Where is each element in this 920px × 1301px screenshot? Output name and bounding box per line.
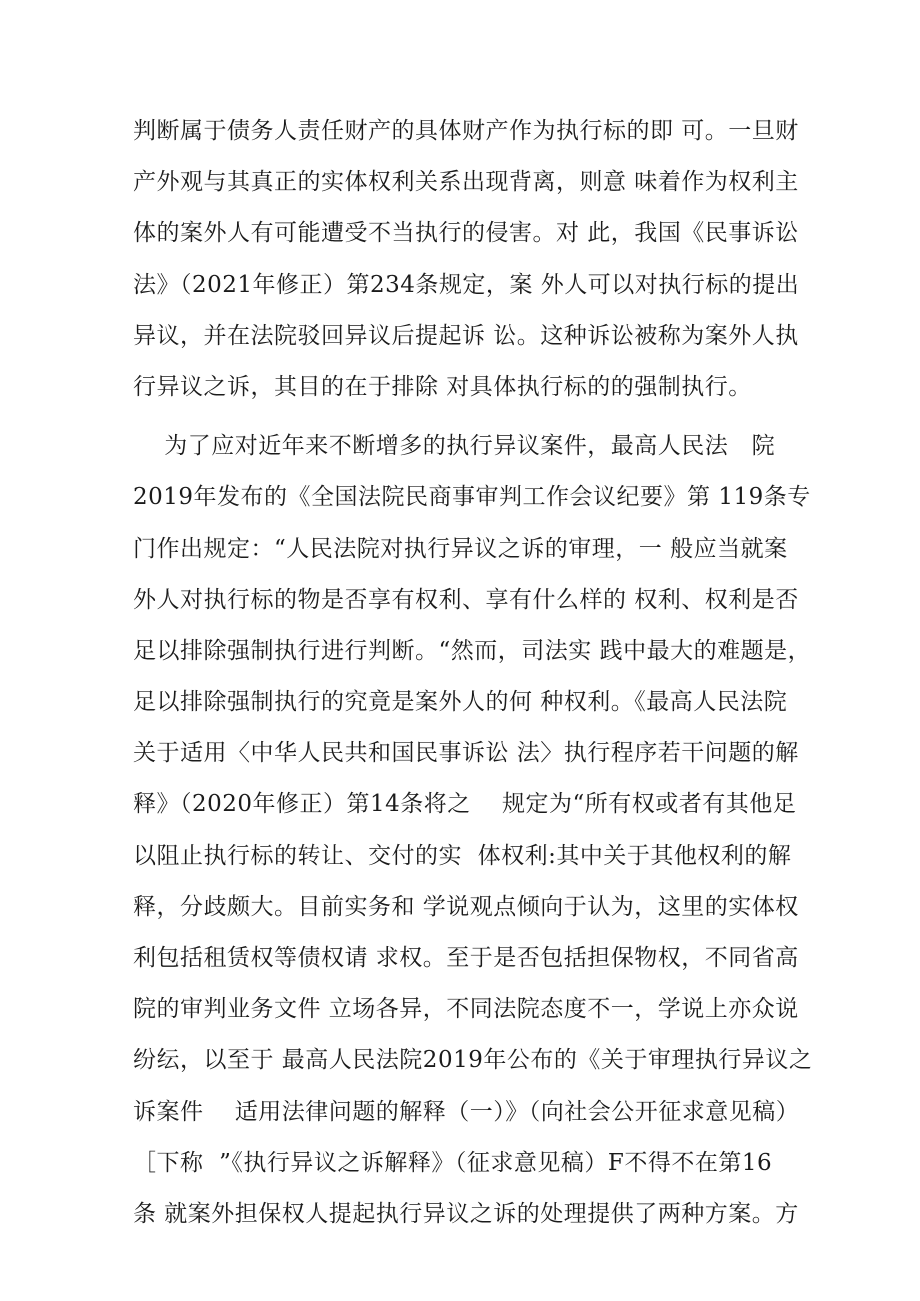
text-line: 以阻止执行标的转让、交付的实 体权利:其中关于其他权利的解 xyxy=(133,842,792,869)
text-line: 足以排除强制执行的究竟是案外人的何 种权利。《最高人民法院 xyxy=(133,689,788,716)
text-line: 行异议之诉，其目的在于排除 对具体执行标的的强制执行。 xyxy=(133,373,752,400)
text-line: 异议，并在法院驳回异议后提起诉 讼。这种诉讼被称为案外人执 xyxy=(133,322,799,349)
text-line: 门作出规定：“人民法院对执行异议之诉的审理，一 般应当就案 xyxy=(133,535,788,562)
text-line: 条 就案外担保权人提起执行异议之诉的处理提供了两种方案。方 xyxy=(133,1200,799,1227)
text-line: 院的审判业务文件 立场各异，不同法院态度不一，学说上亦众说 xyxy=(133,996,799,1023)
text-line: 体的案外人有可能遭受不当执行的侵害。对 此，我国《民事诉讼 xyxy=(133,220,799,247)
text-line: 2019年发布的《全国法院民商事审判工作会议纪要》第 119条专 xyxy=(133,484,811,511)
paragraph-1 xyxy=(133,106,800,413)
paragraph-2 xyxy=(133,421,813,1240)
text-line: 释》（2020年修正）第14条将之 规定为“所有权或者有其他足 xyxy=(133,791,797,818)
text-line: 为了应对近年来不断增多的执行异议案件，最高人民法 院 xyxy=(133,433,776,460)
text-line: 纷纭，以至于 最高人民法院2019年公布的《关于审理执行异议之 xyxy=(133,1047,813,1074)
paragraph-gap xyxy=(133,413,793,421)
text-line: 利包括租赁权等债权请 求权。至于是否包括担保物权，不同省高 xyxy=(133,945,799,971)
text-line: 足以排除强制执行进行判断。“然而，司法实 践中最大的难题是， xyxy=(133,637,812,664)
text-line: 法》（2021年修正）第234条规定，案 外人可以对执行标的提出 xyxy=(133,271,800,298)
body-text xyxy=(133,106,813,1240)
text-line: 外人对执行标的物是否享有权利、享有什么样的 权利、权利是否 xyxy=(133,586,799,613)
text-line: 释，分歧颇大。目前实务和 学说观点倾向于认为，这里的实体权 xyxy=(133,893,799,920)
text-line: 诉案件 适用法律问题的解释（一）》（向社会公开征求意见稿） xyxy=(133,1098,800,1125)
text-line: 判断属于债务人责任财产的具体财产作为执行标的即 可。一旦财 xyxy=(133,118,799,144)
text-line: ［下称 ”《执行异议之诉解释》（征求意见稿）F不得不在第16 xyxy=(133,1149,773,1176)
text-line: 关于适用〈中华人民共和国民事诉讼 法〉执行程序若干问题的解 xyxy=(133,740,799,767)
text-line: 产外观与其真正的实体权利关系出现背离，则意 味着作为权利主 xyxy=(133,169,799,196)
